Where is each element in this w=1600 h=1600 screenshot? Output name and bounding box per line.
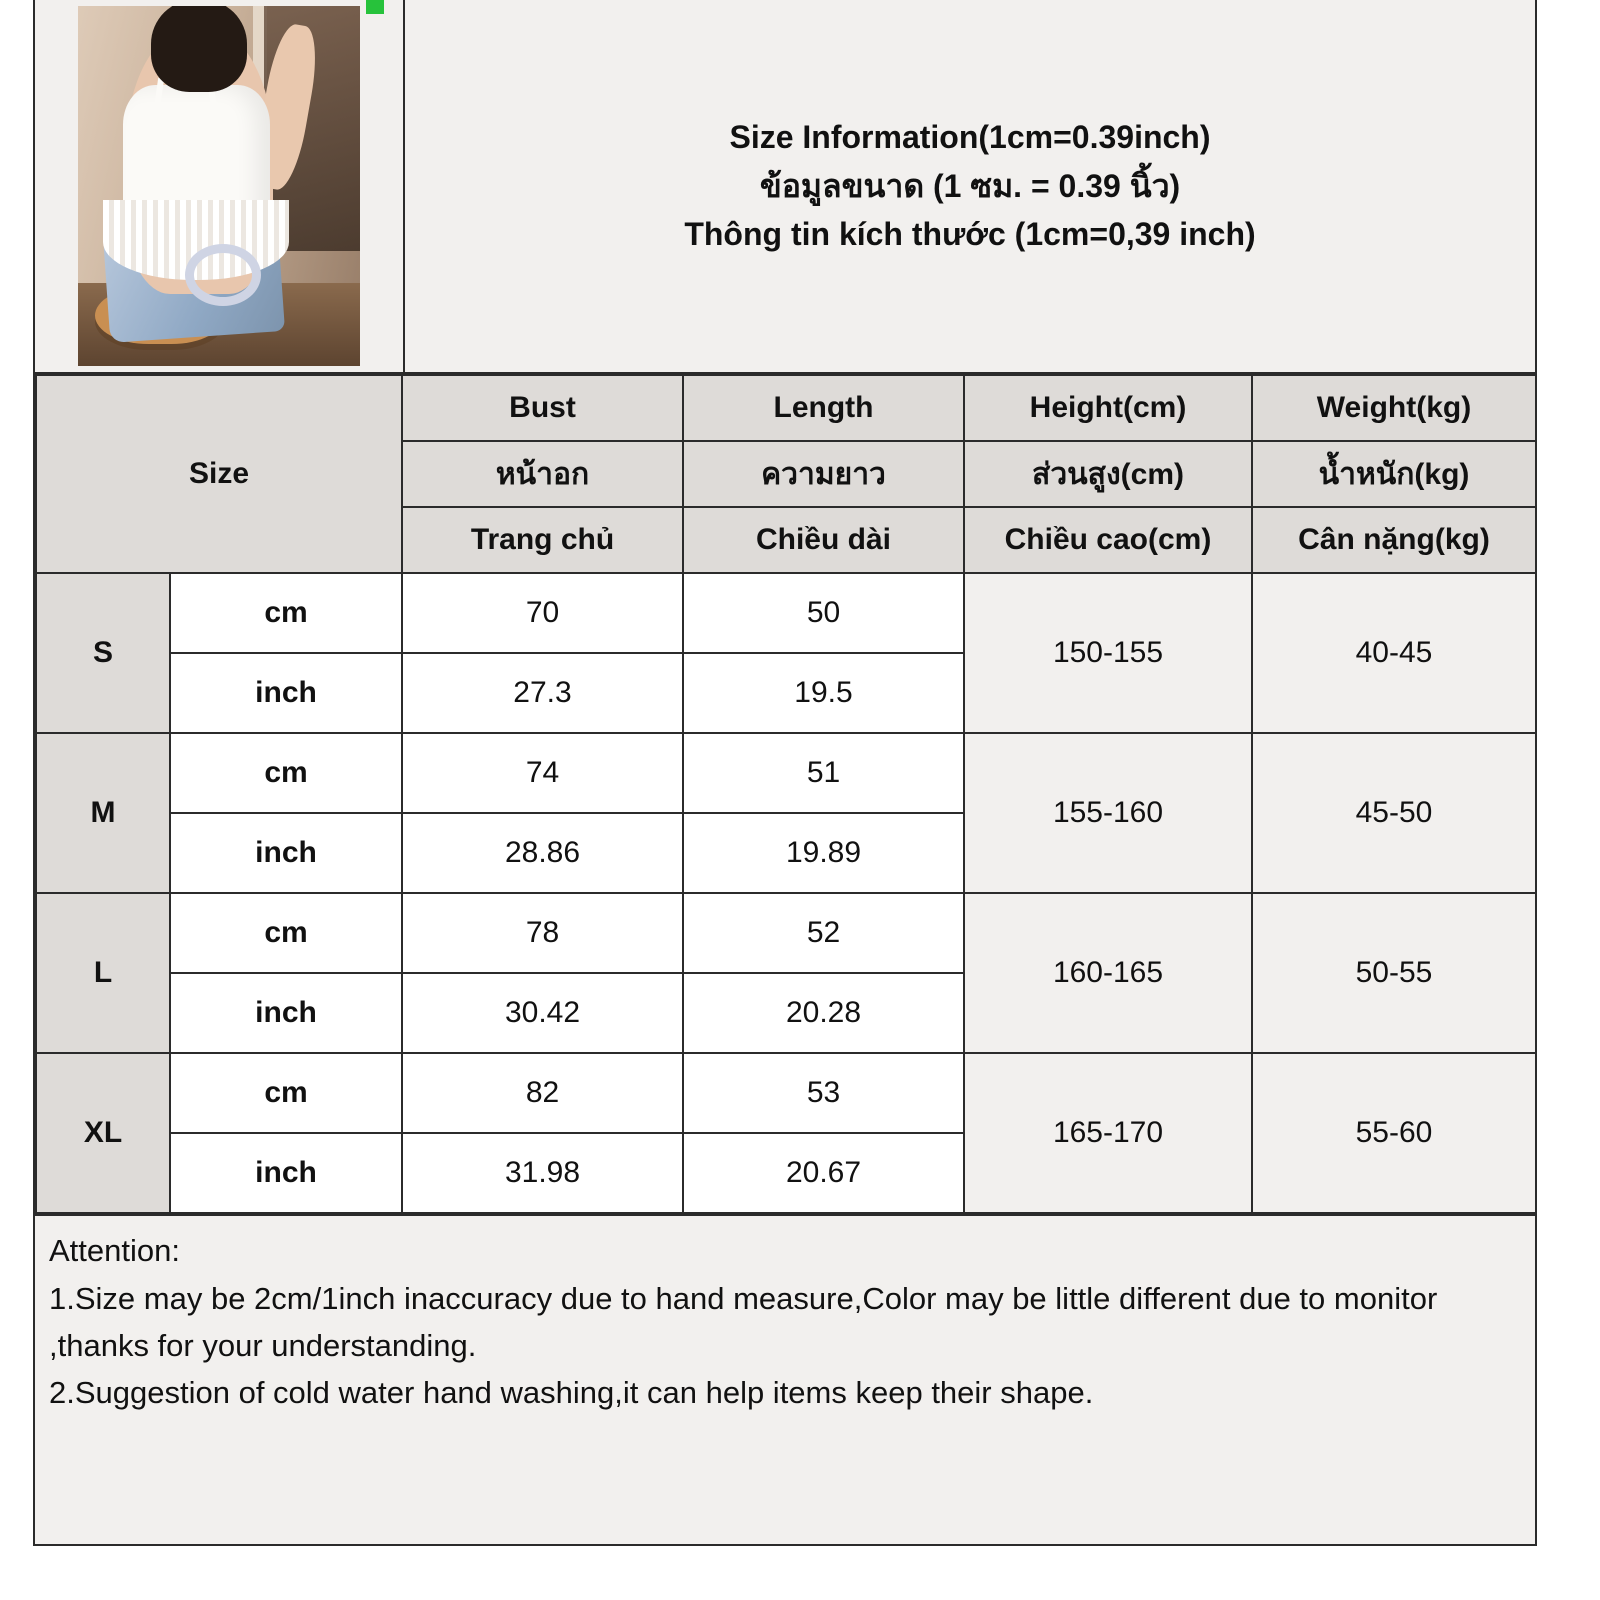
bust-inch-l: 30.42 xyxy=(402,973,683,1053)
attention-note-1: 1.Size may be 2cm/1inch inaccuracy due to hand measure,Color may be little different due to monitor ,thanks for your understanding. xyxy=(49,1280,1438,1363)
col-header-height-th: ส่วนสูง(cm) xyxy=(964,441,1252,507)
title-line-th: ข้อมูลขนาด (1 ซม. = 0.39 นิ้ว) xyxy=(759,167,1181,204)
table-row xyxy=(36,1053,1536,1133)
col-header-length-en: Length xyxy=(683,375,964,441)
bust-inch-xl: 31.98 xyxy=(402,1133,683,1213)
title-line-vi: Thông tin kích thước (1cm=0,39 inch) xyxy=(684,216,1256,253)
row-unit-inch-l: inch xyxy=(170,973,402,1053)
height-range-l: 160-165 xyxy=(964,893,1252,1053)
col-header-length-vi: Chiều dài xyxy=(683,507,964,573)
col-header-weight-en: Weight(kg) xyxy=(1252,375,1536,441)
row-size-label-l: L xyxy=(36,893,170,1053)
row-unit-inch-xl: inch xyxy=(170,1133,402,1213)
weight-range-m: 45-50 xyxy=(1252,733,1536,893)
col-header-weight-th: น้ำหนัก(kg) xyxy=(1252,441,1536,507)
green-marker-icon xyxy=(366,0,384,14)
col-header-height-vi: Chiều cao(cm) xyxy=(964,507,1252,573)
bust-inch-s: 27.3 xyxy=(402,653,683,733)
title-block xyxy=(405,0,1535,372)
table-row xyxy=(36,573,1536,653)
row-unit-inch-m: inch xyxy=(170,813,402,893)
col-header-length-th: ความยาว xyxy=(683,441,964,507)
length-inch-xl: 20.67 xyxy=(683,1133,964,1213)
row-unit-cm-s: cm xyxy=(170,573,402,653)
col-header-bust-en: Bust xyxy=(402,375,683,441)
row-size-label-m: M xyxy=(36,733,170,893)
header-band xyxy=(35,0,1535,374)
row-unit-inch-s: inch xyxy=(170,653,402,733)
row-unit-cm-m: cm xyxy=(170,733,402,813)
bust-inch-m: 28.86 xyxy=(402,813,683,893)
length-cm-m: 51 xyxy=(683,733,964,813)
row-unit-cm-xl: cm xyxy=(170,1053,402,1133)
product-photo xyxy=(78,6,360,366)
length-cm-s: 50 xyxy=(683,573,964,653)
product-photo-cell xyxy=(35,0,405,372)
row-unit-cm-l: cm xyxy=(170,893,402,973)
size-table xyxy=(35,374,1537,1214)
attention-title: Attention: xyxy=(49,1233,180,1268)
col-header-bust-vi: Trang chủ xyxy=(402,507,683,573)
bust-cm-l: 78 xyxy=(402,893,683,973)
bust-cm-xl: 82 xyxy=(402,1053,683,1133)
row-size-label-s: S xyxy=(36,573,170,733)
height-range-m: 155-160 xyxy=(964,733,1252,893)
weight-range-l: 50-55 xyxy=(1252,893,1536,1053)
length-inch-s: 19.5 xyxy=(683,653,964,733)
bust-cm-m: 74 xyxy=(402,733,683,813)
weight-range-s: 40-45 xyxy=(1252,573,1536,733)
title-line-en: Size Information(1cm=0.39inch) xyxy=(729,119,1211,156)
row-size-label-xl: XL xyxy=(36,1053,170,1213)
table-header-row-en xyxy=(36,375,1536,441)
col-header-bust-th: หน้าอก xyxy=(402,441,683,507)
length-cm-xl: 53 xyxy=(683,1053,964,1133)
attention-block xyxy=(35,1214,1535,1544)
attention-note-2: 2.Suggestion of cold water hand washing,it can help items keep their shape. xyxy=(49,1374,1094,1410)
height-range-s: 150-155 xyxy=(964,573,1252,733)
size-header-cell: Size xyxy=(36,375,402,573)
table-row xyxy=(36,893,1536,973)
height-range-xl: 165-170 xyxy=(964,1053,1252,1213)
col-header-height-en: Height(cm) xyxy=(964,375,1252,441)
length-inch-l: 20.28 xyxy=(683,973,964,1053)
weight-range-xl: 55-60 xyxy=(1252,1053,1536,1213)
length-cm-l: 52 xyxy=(683,893,964,973)
table-row xyxy=(36,733,1536,813)
size-chart-sheet xyxy=(33,0,1537,1546)
bust-cm-s: 70 xyxy=(402,573,683,653)
col-header-weight-vi: Cân nặng(kg) xyxy=(1252,507,1536,573)
length-inch-m: 19.89 xyxy=(683,813,964,893)
